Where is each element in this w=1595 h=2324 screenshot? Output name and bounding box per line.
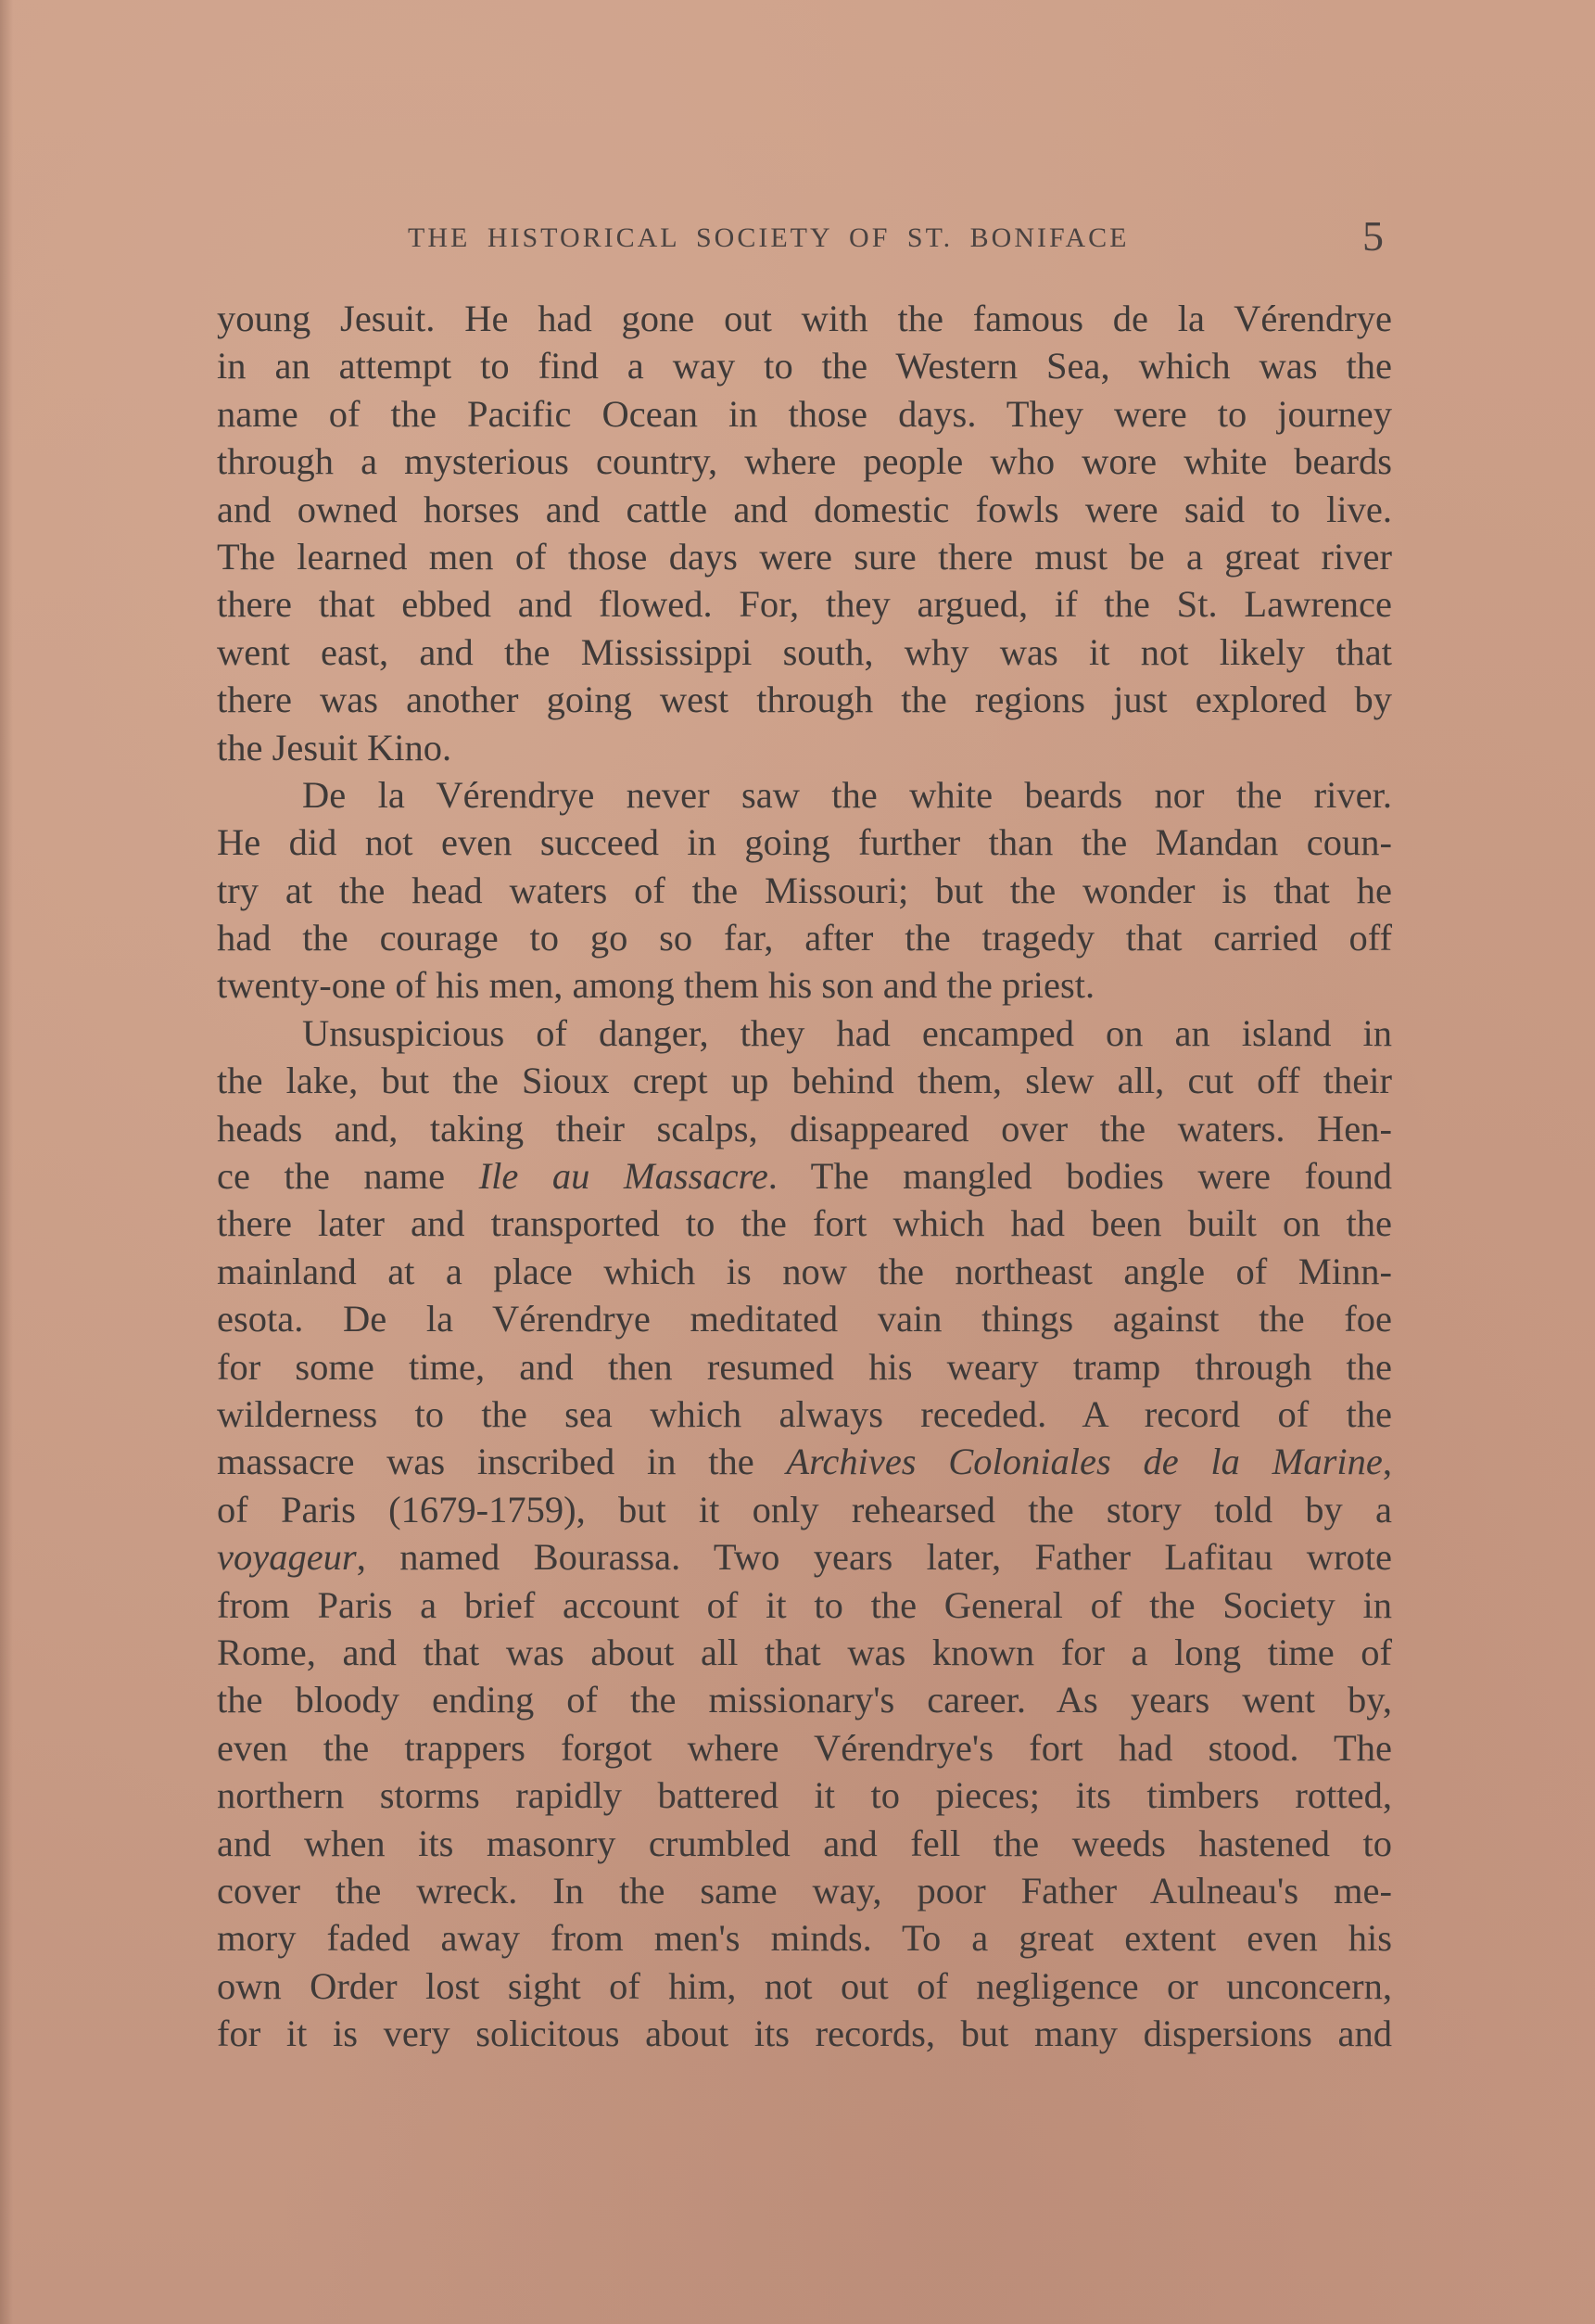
text-line [217,342,1392,389]
text-line [217,1248,1392,1295]
text-line [217,1152,1392,1200]
text-segment: there later and transported to the fort which had been built on the [217,1202,1392,1245]
text-segment: through a mysterious country, where people who wore white beards [217,440,1392,483]
italic-text: Archives Coloniales de la Marine [786,1441,1383,1483]
text-segment: Unsuspicious of danger, they had encamped on an island in [302,1011,1392,1054]
text-line [217,1391,1392,1438]
text-segment: the lake, but the Sioux crept up behind them, slew all, cut off their [217,1060,1392,1102]
text-segment: had the courage to go so far, after the tragedy that carried off [217,917,1392,959]
text-segment: of Paris (1679-1759), but it only rehearsed the story told by a [217,1488,1392,1530]
text-segment: , named Bourassa. Two years later, Father Lafitau wrote [356,1536,1392,1579]
text-segment: , [1382,1441,1392,1483]
text-line [217,533,1392,580]
text-segment: The learned men of those days were sure there must be a great river [217,535,1392,578]
text-segment: own Order lost sight of him, not out of negligence or unconcern, [217,1964,1392,2007]
text-segment: the bloody ending of the missionary's career. As years went by, [217,1679,1392,1721]
text-segment: young Jesuit. He had gone out with the famous de la Vérendrye [217,298,1392,339]
text-segment: cover the wreck. In the same way, poor Father Aulneau's me- [217,1869,1392,1911]
text-line [217,1581,1392,1629]
text-segment: went east, and the Mississippi south, why was it not likely that [217,630,1392,673]
text-segment: even the trappers forgot where Vérendrye's fort had stood. The [217,1726,1392,1769]
text-line [217,1962,1392,2010]
text-line [217,1438,1392,1485]
text-line [217,961,1392,1009]
text-segment: there was another going west through the regions just explored by [217,679,1392,721]
text-segment: . The mangled bodies were found [767,1155,1392,1198]
text-line [217,724,1392,771]
text-segment: for it is very solicitous about its records, but many dispersions and [217,2013,1392,2055]
text-line [217,1295,1392,1342]
text-line [217,1914,1392,1962]
text-line [217,867,1392,914]
text-line [217,1629,1392,1676]
text-segment: for some time, and then resumed his weary tramp through the [217,1345,1392,1388]
text-line [217,1057,1392,1104]
body-text [217,295,1392,2057]
text-line [217,1772,1392,1819]
text-segment: from Paris a brief account of it to the General of the Society in [217,1583,1392,1626]
text-segment: heads and, taking their scalps, disappeared over the waters. Hen- [217,1107,1392,1149]
text-line [217,1200,1392,1247]
text-line [217,1010,1392,1057]
text-line [217,771,1392,819]
italic-text: Ile au Massacre [478,1155,768,1198]
text-segment: De la Vérendrye never saw the white beards nor the river. [302,773,1392,816]
text-line [217,438,1392,485]
text-segment: try at the head waters of the Missouri; but the wonder is that he [217,869,1392,911]
text-segment: massacre was inscribed in the [217,1441,787,1483]
text-line [217,486,1392,533]
text-line [217,676,1392,723]
text-line [217,629,1392,676]
text-line [217,1724,1392,1772]
text-line [217,1533,1392,1581]
text-line [217,1867,1392,1914]
text-line [217,295,1392,342]
italic-text: voyageur [217,1536,357,1579]
text-line [217,1820,1392,1867]
text-line [217,390,1392,438]
text-line [217,580,1392,628]
text-segment: and owned horses and cattle and domestic fowls were said to live. [217,488,1392,530]
text-segment: mainland at a place which is now the northeast angle of Minn- [217,1250,1392,1292]
text-segment: and when its masonry crumbled and fell the weeds hastened to [217,1822,1392,1864]
text-segment: in an attempt to find a way to the Western Sea, which was the [217,345,1392,387]
page-binding-edge [0,0,13,2324]
text-segment: twenty-one of his men, among them his son and the priest. [217,964,1095,1007]
text-line [217,1676,1392,1723]
text-segment: name of the Pacific Ocean in those days. They were to journey [217,392,1392,435]
text-segment: the Jesuit Kino. [217,726,452,768]
text-line [217,1105,1392,1152]
text-segment: wilderness to the sea which always receded. A record of the [217,1392,1392,1435]
text-segment: Rome, and that was about all that was known for a long time of [217,1631,1392,1673]
text-line [217,914,1392,961]
text-segment: esota. De la Vérendrye meditated vain things against the foe [217,1298,1392,1340]
text-line [217,1343,1392,1391]
text-segment: He did not even succeed in going further than the Mandan coun- [217,821,1392,864]
text-line [217,819,1392,866]
text-segment: there that ebbed and flowed. For, they argued, if the St. Lawrence [217,583,1392,626]
text-line [217,1486,1392,1533]
page-number: 5 [1362,212,1384,260]
running-head: THE HISTORICAL SOCIETY OF ST. BONIFACE [408,222,1130,253]
text-segment: ce the name [217,1155,479,1198]
text-line [217,2010,1392,2057]
text-segment: mory faded away from men's minds. To a great extent even his [217,1917,1392,1960]
text-segment: northern storms rapidly battered it to pieces; its timbers rotted, [217,1774,1392,1817]
